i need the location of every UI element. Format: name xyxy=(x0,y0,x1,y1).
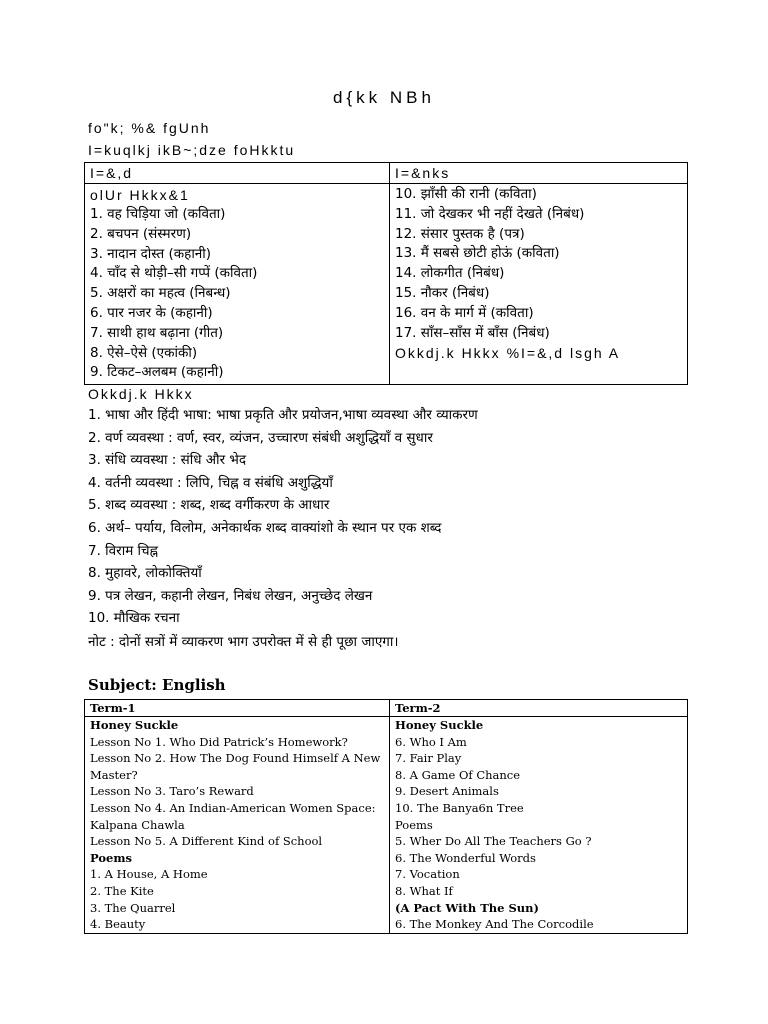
english-subject-heading: Subject: English xyxy=(88,676,226,694)
list-item: 6. The Wonderful Words xyxy=(395,850,536,865)
list-item: 15. नौकर (निबंध) xyxy=(395,284,490,301)
book-title: Honey Suckle xyxy=(90,718,179,732)
list-item: 6. अर्थ– पर्याय, विलोम, अनेकार्थक शब्द वाक्यांशो के स्थान पर एक शब्द xyxy=(88,519,442,536)
document-title: d{kk NBh xyxy=(333,88,435,107)
list-item: 11. जो देखकर भी नहीं देखते (निबंध) xyxy=(395,205,585,222)
list-item: 8. A Game Of Chance xyxy=(395,767,521,782)
poems-heading: Poems xyxy=(90,850,132,865)
list-item: 12. संसार पुस्तक है (पत्र) xyxy=(395,225,525,242)
book-title: Honey Suckle xyxy=(395,718,484,732)
supplementary-book-title: (A Pact With The Sun) xyxy=(395,900,539,915)
list-item: 8. मुहावरे, लोकोक्तियाँ xyxy=(88,565,202,582)
poems-heading: Poems xyxy=(395,817,433,832)
subject-line: fo"k; %& fgUnh xyxy=(88,120,211,136)
list-item: 16. वन के मार्ग में (कविता) xyxy=(395,304,534,321)
english-syllabus-table xyxy=(84,699,688,934)
list-item: 9. पत्र लेखन, कहानी लेखन, निबंध लेखन, अनुच्छेद लेखन xyxy=(88,587,373,604)
list-item: 7. Fair Play xyxy=(395,751,462,766)
list-item: 2. वर्ण व्यवस्था : वर्ण, स्वर, व्यंजन, उच्चारण संबंधी अशुद्धियाँ व सुधार xyxy=(88,429,433,446)
term2-cell xyxy=(390,717,688,934)
grammar-section xyxy=(88,384,688,654)
list-item: 6. The Monkey And The Corcodile xyxy=(395,917,594,932)
list-item: 5. अक्षरों का महत्व (निबन्ध) xyxy=(90,285,231,302)
list-item: Lesson No 1. Who Did Patrick’s Homework? xyxy=(90,734,348,749)
list-item: 4. चाँद से थोड़ी–सी गप्पें (कविता) xyxy=(90,265,258,282)
list-item: 3. The Quarrel xyxy=(90,900,176,915)
hindi-syllabus-table xyxy=(84,162,688,385)
grammar-footnote: नोट : दोनों सत्रों में व्याकरण भाग उपरोक्त में से ही पूछा जाएगा। xyxy=(88,633,399,650)
list-item: 6. Who I Am xyxy=(395,734,467,749)
term1-cell xyxy=(85,717,390,934)
list-item: 14. लोकगीत (निबंध) xyxy=(395,265,505,282)
list-item: Lesson No 2. How The Dog Found Himself A New Master? xyxy=(90,751,381,782)
list-item: 10. The Banya6n Tree xyxy=(395,800,524,815)
list-item: 7. साथी हाथ बढ़ाना (गीत) xyxy=(90,324,224,341)
list-item: 7. विराम चिह्न xyxy=(88,542,159,559)
book-title: olUr Hkkx&1 xyxy=(90,187,190,203)
term2-header: I=&nks xyxy=(390,163,688,184)
list-item: 9. टिकट–अलबम (कहानी) xyxy=(90,364,224,381)
list-item: Lesson No 3. Taro’s Reward xyxy=(90,784,254,799)
list-item: 10. झाँसी की रानी (कविता) xyxy=(395,186,537,202)
list-item: 5. शब्द व्यवस्था : शब्द, शब्द वर्गीकरण के आधार xyxy=(88,497,330,514)
list-item: 2. बचपन (संस्मरण) xyxy=(90,225,192,242)
list-item: 1. भाषा और हिंदी भाषा: भाषा प्रकृति और प्रयोजन,भाषा व्यवस्था और व्याकरण xyxy=(88,407,478,423)
list-item: 2. The Kite xyxy=(90,883,154,898)
list-item: 13. मैं सबसे छोटी होऊं (कविता) xyxy=(395,245,560,262)
term1-header: Term-1 xyxy=(85,700,390,717)
list-item: 17. साँस–साँस में बाँस (निबंध) xyxy=(395,324,550,341)
list-item: 1. A House, A Home xyxy=(90,867,208,882)
grammar-list xyxy=(88,404,688,630)
grammar-note: Okkdj.k Hkkx %I=&,d lsgh A xyxy=(395,345,621,362)
list-item: 3. नादान दोस्त (कहानी) xyxy=(90,245,212,262)
list-item: 1. वह चिड़िया जो (कविता) xyxy=(90,206,226,222)
term1-cell xyxy=(85,184,390,385)
term1-header: I=&,d xyxy=(85,163,390,184)
list-item: 8. What If xyxy=(395,883,453,898)
list-item: Lesson No 4. An Indian-American Women Space: Kalpana Chawla xyxy=(90,800,376,832)
list-item: 7. Vocation xyxy=(395,867,460,882)
list-item: 10. मौखिक रचना xyxy=(88,610,180,627)
term2-header: Term-2 xyxy=(390,700,688,717)
list-item: 5. Wher Do All The Teachers Go ? xyxy=(395,834,592,849)
syllabus-division-line: I=kuqlkj ikB~;dze foHkktu xyxy=(88,142,296,158)
list-item: 4. Beauty xyxy=(90,917,146,932)
list-item: Lesson No 5. A Different Kind of School xyxy=(90,834,323,849)
grammar-heading: Okkdj.k Hkkx xyxy=(88,386,194,402)
list-item: 8. ऐसे–ऐसे (एकांकी) xyxy=(90,344,198,361)
list-item: 3. संधि व्यवस्था : संधि और भेद xyxy=(88,452,247,469)
list-item: 9. Desert Animals xyxy=(395,784,499,799)
term2-cell xyxy=(390,184,688,385)
list-item: 6. पार नजर के (कहानी) xyxy=(90,304,213,321)
list-item: 4. वर्तनी व्यवस्था : लिपि, चिह्न व संबंधि अशुद्धियाँ xyxy=(88,474,333,491)
